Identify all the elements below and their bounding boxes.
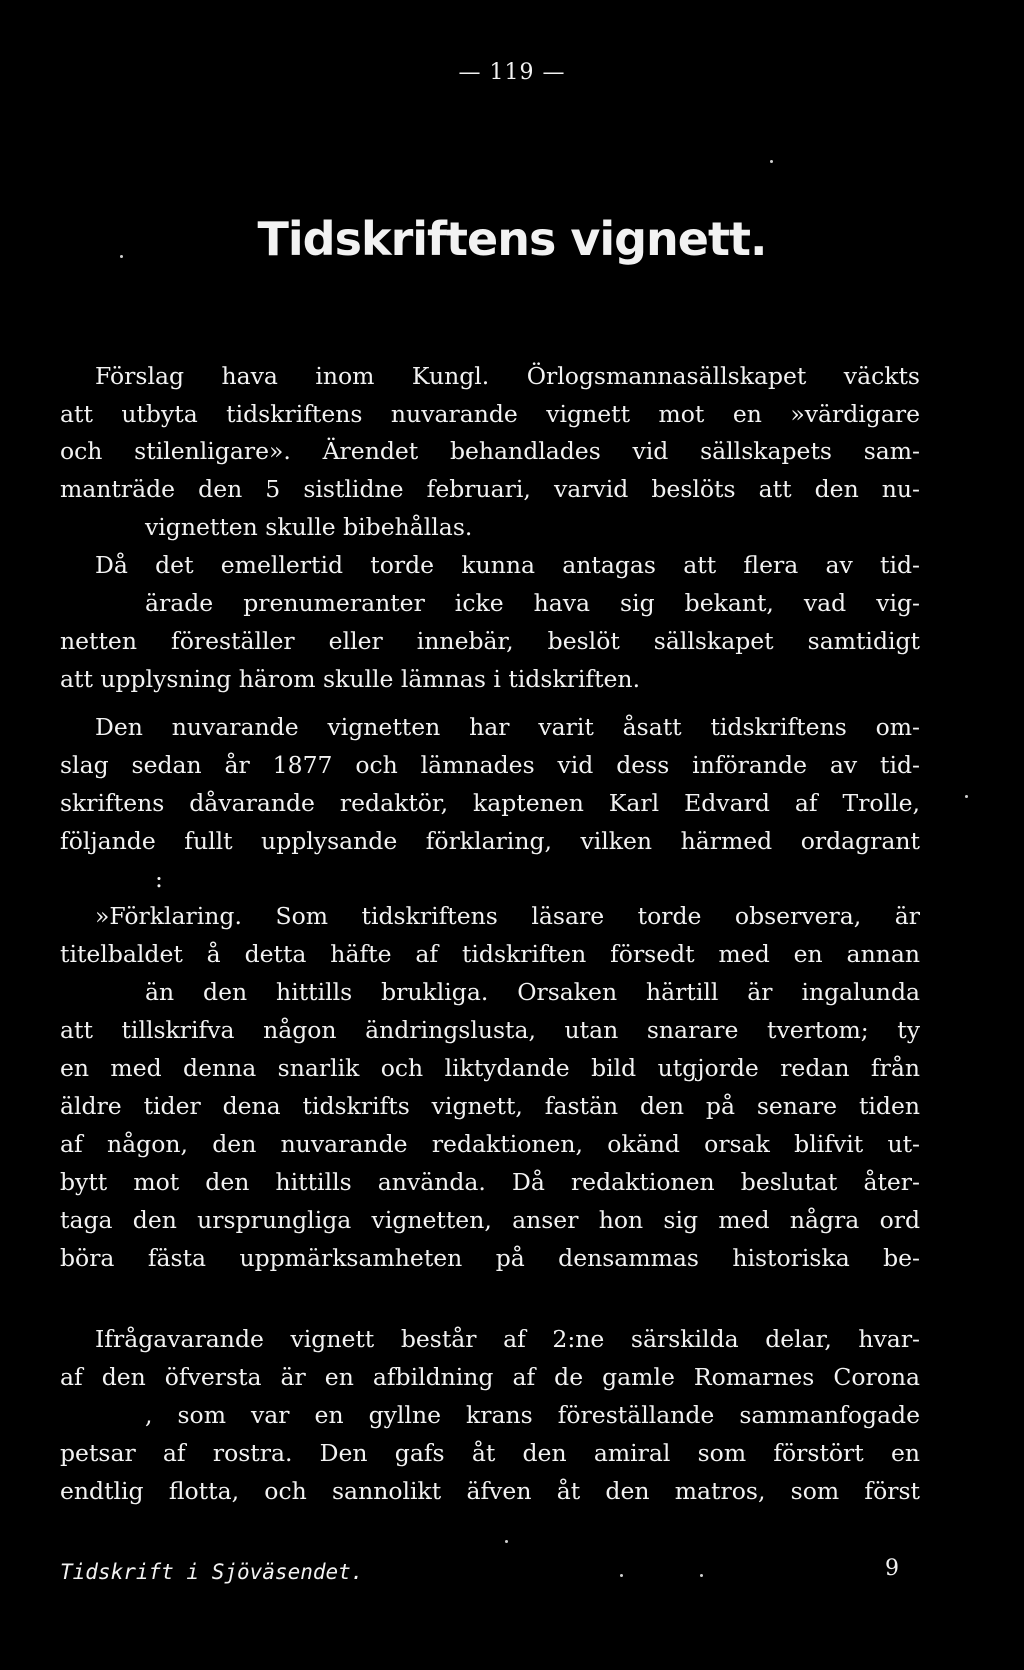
text-line: taga den ursprungliga vignetten, anser hon sig med några ord [60, 1206, 920, 1234]
text-line: titelbaldet å detta häfte af tidskriften försedt med en annan [60, 940, 920, 968]
journal-footer: Tidskrift i Sjöväsendet. [60, 1560, 364, 1584]
text-line: : [155, 865, 163, 893]
text-line: Då det emellertid torde kunna antagas att flera av tid- [95, 551, 920, 579]
print-speck [700, 1574, 703, 1577]
text-line: »Förklaring. Som tidskriftens läsare torde observera, är [95, 902, 920, 930]
text-line: af någon, den nuvarande redaktionen, okänd orsak blifvit ut- [60, 1130, 920, 1158]
text-line: och stilenligare». Ärendet behandlades vid sällskapets sam- [60, 437, 920, 465]
text-line: petsar af rostra. Den gafs åt den amiral som förstört en [60, 1439, 920, 1467]
text-line: skriftens dåvarande redaktör, kaptenen Karl Edvard af Trolle, [60, 789, 920, 817]
text-line: endtlig flotta, och sannolikt äfven åt den matros, som först [60, 1477, 920, 1505]
text-line: af den öfversta är en afbildning af de gamle Romarnes Corona [60, 1363, 920, 1391]
print-speck [620, 1574, 623, 1577]
text-line: att utbyta tidskriftens nuvarande vignett mot en »värdigare [60, 400, 920, 428]
text-line: ärade prenumeranter icke hava sig bekant, vad vig- [145, 589, 920, 617]
text-line: , som var en gyllne krans föreställande sammanfogade [145, 1401, 920, 1429]
text-line: att upplysning härom skulle lämnas i tidskriften. [60, 665, 641, 693]
text-line: vignetten skulle bibehållas. [145, 513, 473, 541]
print-speck [505, 1540, 508, 1543]
text-line: netten föreställer eller innebär, beslöt sällskapet samtidigt [60, 627, 920, 655]
text-line: Ifrågavarande vignett består af 2:ne särskilda delar, hvar- [95, 1325, 920, 1353]
print-speck [965, 795, 968, 798]
text-line: manträde den 5 sistlidne februari, varvid beslöts att den nu- [60, 475, 920, 503]
text-line: slag sedan år 1877 och lämnades vid dess införande av tid- [60, 751, 920, 779]
text-line: följande fullt upplysande förklaring, vilken härmed ordagrant [60, 827, 920, 855]
text-line: böra fästa uppmärksamheten på densammas historiska be- [60, 1244, 920, 1272]
text-line: bytt mot den hittills använda. Då redaktionen beslutat åter- [60, 1168, 920, 1196]
text-line: äldre tider dena tidskrifts vignett, fastän den på senare tiden [60, 1092, 920, 1120]
text-line: en med denna snarlik och liktydande bild utgjorde redan från [60, 1054, 920, 1082]
text-line: än den hittills brukliga. Orsaken härtill är ingalunda [145, 978, 920, 1006]
text-line: Förslag hava inom Kungl. Örlogsmannasällskapet väckts [95, 362, 920, 390]
signature-mark: 9 [885, 1556, 899, 1581]
print-speck [120, 255, 123, 258]
page-number: — 119 — [458, 60, 566, 85]
article-title: Tidskriftens vignett. [257, 212, 767, 266]
text-line: Den nuvarande vignetten har varit åsatt tidskriftens om- [95, 713, 920, 741]
print-speck [770, 160, 773, 163]
text-line: att tillskrifva någon ändringslusta, utan snarare tvertom; ty [60, 1016, 920, 1044]
